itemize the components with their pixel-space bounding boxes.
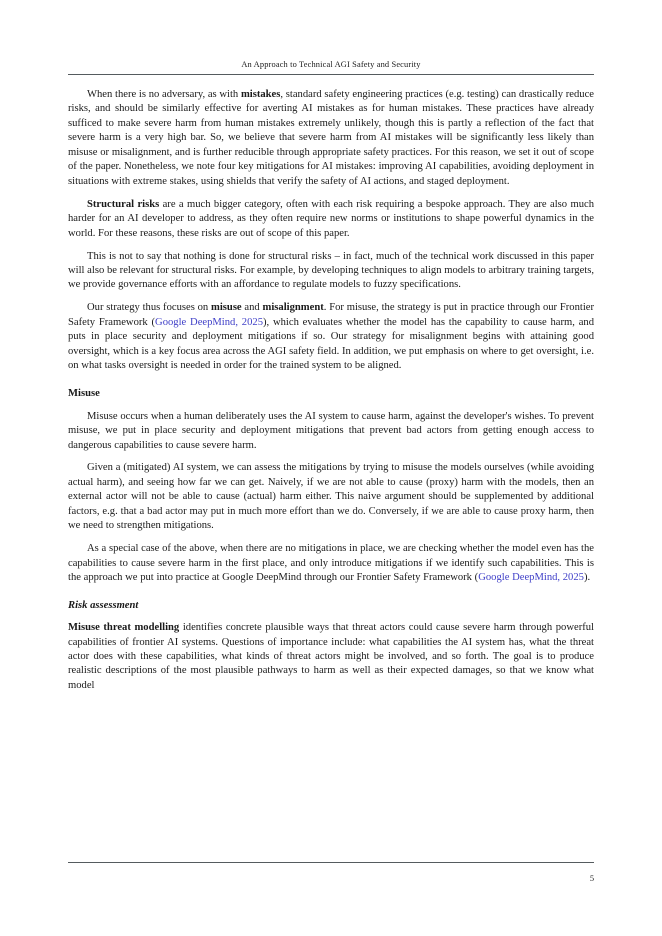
paragraph-mistakes-text-before: When there is no adversary, as with bbox=[87, 89, 241, 100]
term-misalignment: misalignment bbox=[262, 302, 324, 314]
footer-rule bbox=[68, 862, 594, 863]
strategy-segment-2: and bbox=[241, 302, 263, 314]
section-heading-misuse: Misuse bbox=[68, 388, 100, 400]
page-body bbox=[68, 88, 594, 702]
special-case-segment-1: As a special case of the above, when there are no mitigations in place, we are checking whether the model even has the capabilities to cause severe harm in the first place, and only introduce mitigations if we identify such capabilities. This is the approach we put into practice at Google DeepMind through our Frontier Safety Framework ( bbox=[68, 543, 594, 584]
paragraph-mistakes bbox=[68, 88, 594, 189]
threat-modelling-text: identifies concrete plausible ways that threat actors could cause severe harm through powerful capabilities of frontier AI systems. Questions of importance include: what capabilities the AI system has, what the threat actor does with these capabilities, what kinds of threat actors might be involved, and so forth. The goal is to produce realistic descriptions of the most plausible pathways to harm as well as their expected damages, so that we know what model bbox=[68, 622, 594, 691]
page-footer bbox=[68, 868, 594, 886]
paragraph-structural-risks bbox=[68, 198, 594, 241]
special-case-segment-2: ). bbox=[583, 572, 591, 584]
paragraph-mistakes-text-after: , standard safety engineering practices (e.g. testing) can drastically reduce risks, and should be similarly effective for averting AI mistakes as for human mistakes. These practices have already sufficed to make severe harm from human mistakes extremely unlikely, though this is partly a reflection of the fact that severe harm is a very high bar. So, we believe that severe harm from AI mistakes will be significantly less likely than misuse or misalignment, and is further reducible through appropriate safety practices. For this reason, we set it out of scope of the paper. Nonetheless, we note four key mitigations for AI mistakes: improving AI capabilities, avoiding deployment in situations with extreme stakes, using shields that verify the safety of AI actions, and staged deployment. bbox=[68, 89, 594, 187]
paragraph-misuse-assessment: Given a (mitigated) AI system, we can assess the mitigations by trying to misuse the models ourselves (while avoiding actual harm), and seeing how far we can get. Naively, if we are not able to cause (proxy) harm with the models, then an external actor will not be able to cause (actual) harm either. This naive argument should be supplemented by additional factors, e.g. that a bad actor may put in much more effort than we do. Conversely, if we are able to cause proxy harm, then we need to strengthen mitigations. bbox=[68, 462, 594, 532]
page-number: 5 bbox=[589, 874, 594, 883]
paragraph-misuse-special-case bbox=[68, 542, 594, 585]
term-mistakes: mistakes bbox=[240, 89, 281, 100]
paragraph-structural-risks-text: are a much bigger category, often with each risk requiring a bespoke approach. They are also much harder for an AI developer to address, as they often require new norms or institutions to shape powerful dynamics in the world. For these reasons, these risks are out of scope of this paper. bbox=[68, 198, 594, 239]
section-heading-risk-assessment: Risk assessment bbox=[68, 599, 139, 611]
paragraph-strategy bbox=[68, 301, 594, 373]
paragraph-misuse-threat-modelling bbox=[68, 621, 594, 693]
term-misuse-threat-modelling: Misuse threat modelling bbox=[68, 622, 180, 634]
paragraph-technical-work: This is not to say that nothing is done for structural risks – in fact, much of the technical work discussed in this paper will also be relevant for structural risks. For example, by developing techniques to align models to arbitrary training targets, we provide governance efforts with an affordance to regulate models to fuzzy specifications. bbox=[68, 250, 594, 291]
strategy-segment-3: . For misuse, the strategy is put in practice through our Frontier Safety Framework ( bbox=[68, 302, 594, 328]
header-rule bbox=[68, 74, 594, 75]
term-misuse: misuse bbox=[211, 302, 242, 314]
strategy-segment-1: Our strategy thus focuses on bbox=[87, 302, 212, 314]
term-structural-risks: Structural risks bbox=[87, 198, 160, 210]
running-header bbox=[68, 59, 594, 70]
running-header-title: An Approach to Technical AGI Safety and Security bbox=[241, 60, 421, 69]
citation-link-google-deepmind-2025-second[interactable]: Google DeepMind, 2025 bbox=[478, 572, 584, 584]
strategy-segment-4: ), which evaluates whether the model has the capability to cause harm, and puts in place security and deployment mitigations if so. Our strategy for misalignment begins with attaining good oversight, which is a key focus area across the AGI safety field. In addition, we put emphasis on where to get oversight, i.e. on what tasks oversight is needed in order for the trained system to be aligned. bbox=[68, 316, 594, 372]
paragraph-misuse-definition: Misuse occurs when a human deliberately uses the AI system to cause harm, against the developer's wishes. To prevent misuse, we put in place security and deployment mitigations that prevent bad actors from getting enough access to dangerous capabilities to cause severe harm. bbox=[68, 410, 594, 451]
citation-link-google-deepmind-2025[interactable]: Google DeepMind, 2025 bbox=[155, 316, 263, 328]
